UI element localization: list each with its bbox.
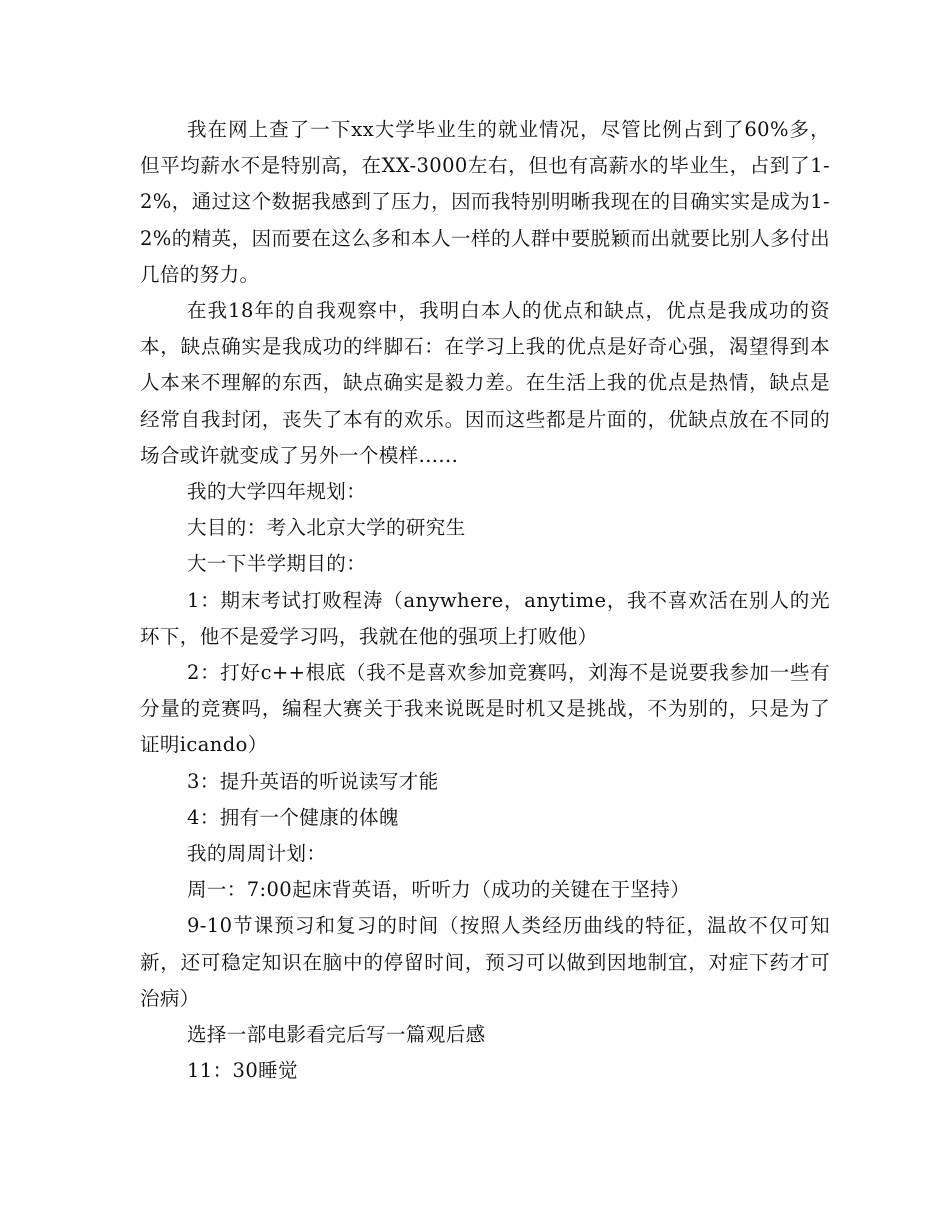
paragraph-main-goal: 大目的：考入北京大学的研究生 <box>187 516 466 540</box>
list-item-goal-3: 3：提升英语的听说读写才能 <box>187 769 439 793</box>
list-item-goal-1: 1：期末考试打败程涛（anywhere，anytime，我不喜欢活在别人的光环下，他不是爱学习吗，我就在他的强项上打败他） <box>140 588 830 648</box>
schedule-monday: 周一：7:00起床背英语，听听力（成功的关键在于坚持） <box>187 878 691 902</box>
heading-weekly-plan: 我的周周计划： <box>187 842 327 866</box>
paragraph-self-observation: 在我18年的自我观察中，我明白本人的优点和缺点，优点是我成功的资本，缺点确实是我成功的绊脚石：在学习上我的优点是好奇心强，渴望得到本人本来不理解的东西，缺点确实是毅力差。在生活上我的优点是热情，缺点是经常自我封闭，丧失了本有的欢乐。因而这些都是片面的，优缺点放在不同的场合或许就变成了另外一个模样...... <box>140 299 830 467</box>
schedule-movie-review: 选择一部电影看完后写一篇观后感 <box>187 1023 486 1047</box>
list-item-goal-4: 4：拥有一个健康的体魄 <box>187 805 399 829</box>
schedule-sleep: 11：30睡觉 <box>187 1059 298 1083</box>
list-item-goal-2: 2：打好c++根底（我不是喜欢参加竞赛吗，刘海不是说要我参加一些有分量的竞赛吗，编程大赛关于我来说既是时机又是挑战，不为别的，只是为了证明icando） <box>140 661 830 757</box>
heading-four-year-plan: 我的大学四年规划： <box>187 480 367 504</box>
heading-semester-goals: 大一下半学期目的： <box>187 552 367 576</box>
document-body <box>140 112 830 1089</box>
schedule-class-review: 9-10节课预习和复习的时间（按照人类经历曲线的特征，温故不仅可知新，还可稳定知识在脑中的停留时间，预习可以做到因地制宜，对症下药才可治病） <box>140 914 830 1010</box>
paragraph-employment-situation: 我在网上查了一下xx大学毕业生的就业情况，尽管比例占到了60%多，但平均薪水不是特别高，在XX-3000左右，但也有高薪水的毕业生，占到了1-2%，通过这个数据我感到了压力，因而我特别明晰我现在的目确实实是成为1-2%的精英，因而要在这么多和本人一样的人群中要脱颖而出就要比别人多付出几倍的努力。 <box>140 118 830 286</box>
